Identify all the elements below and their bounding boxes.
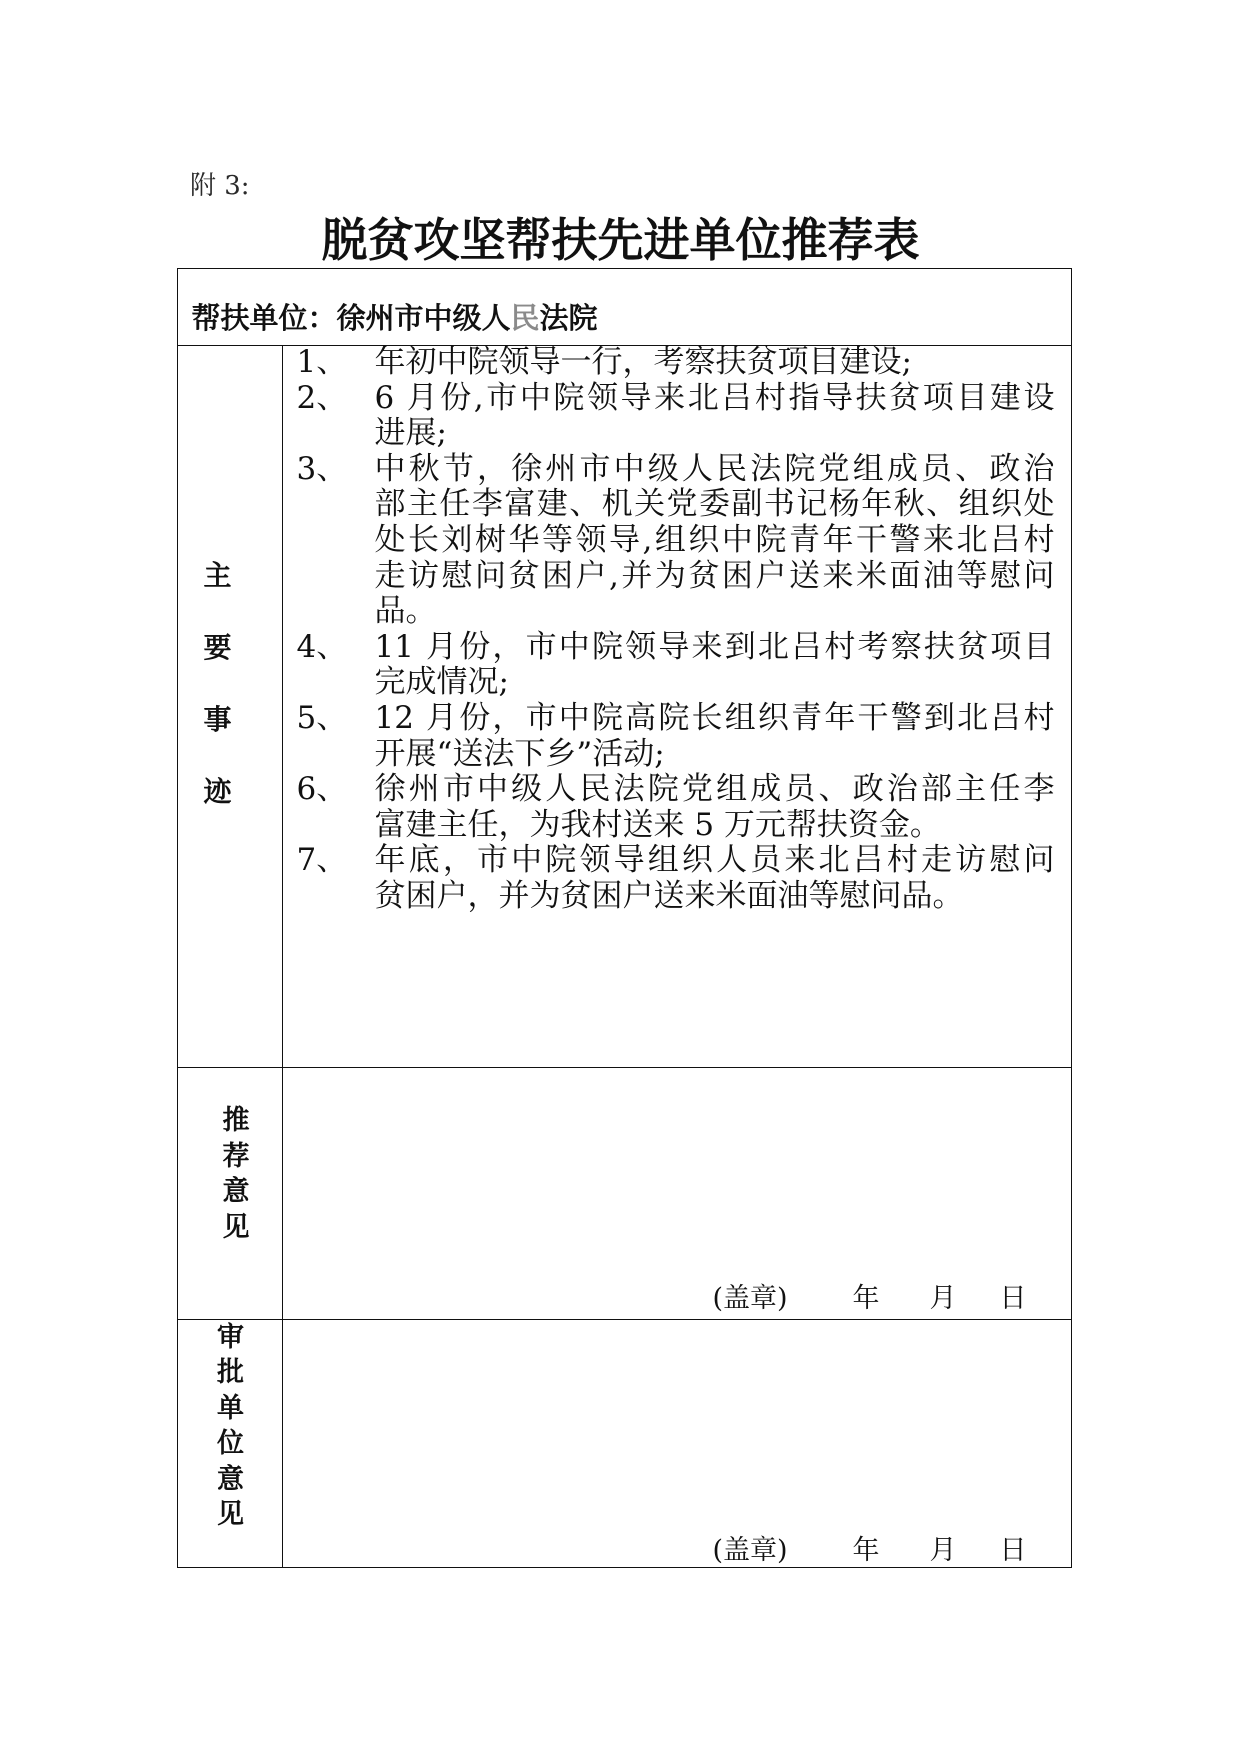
deed-item-text (375, 381, 1055, 452)
deed-item-number: 4、 (296, 628, 348, 665)
date-day-label: 日 (999, 1535, 1027, 1566)
deed-text-line: 12 月份，市中院高院长组织青年干警到北吕村 (374, 699, 1055, 736)
label-char: 审 (217, 1322, 244, 1353)
deed-item (297, 452, 1055, 630)
approval-opinion-label (217, 1320, 244, 1532)
label-char: 批 (217, 1357, 244, 1389)
deed-item-number: 6、 (296, 771, 348, 808)
label-char: 推 (222, 1105, 250, 1136)
deed-item-number: 1、 (296, 344, 348, 380)
main-deeds-row (178, 345, 1071, 1067)
deeds-list (297, 345, 1055, 915)
assisting-unit-row (178, 269, 1071, 345)
approval-label-cell (178, 1320, 283, 1567)
recommendation-opinion-field (283, 1068, 1071, 1319)
seal-placeholder: (盖章) (712, 1535, 788, 1566)
deed-text-line: 处长刘树华等领导,组织中院青年干警来北吕村 (374, 521, 1055, 558)
label-char: 主 (203, 559, 232, 592)
date-year-label: 年 (852, 1535, 880, 1566)
date-month-label: 月 (929, 1535, 957, 1566)
deed-text-line: 进展; (374, 415, 447, 452)
label-char: 迹 (203, 775, 232, 808)
unit-name-segment: 法院 (539, 301, 598, 335)
deed-item-number: 7、 (296, 842, 348, 879)
approval-opinion-row (178, 1319, 1071, 1567)
unit-name-segment: 徐州市中级人 (336, 301, 511, 335)
date-day-label: 日 (999, 1283, 1027, 1314)
deed-item-number: 5、 (296, 699, 348, 736)
deed-item (297, 772, 1055, 843)
deed-text-line: 富建主任，为我村送来 5 万元帮扶资金。 (374, 806, 941, 843)
deed-text-line: 中秋节，徐州市中级人民法院党组成员、政治 (374, 450, 1055, 487)
recommendation-label-cell (178, 1068, 283, 1319)
deed-text-line: 完成情况; (374, 664, 509, 701)
unit-name-highlighted-char: 民 (510, 301, 540, 335)
label-char: 意 (217, 1463, 244, 1495)
deed-item (297, 701, 1055, 772)
deed-text-line: 年底，市中院领导组织人员来北吕村走访慰问 (374, 842, 1055, 879)
seal-placeholder: (盖章) (712, 1283, 788, 1314)
label-char: 见 (222, 1211, 250, 1243)
date-month-label: 月 (929, 1283, 957, 1314)
form-title: 脱贫攻坚帮扶先进单位推荐表 (321, 213, 920, 267)
deed-text-line: 11 月份，市中院领导来到北吕村考察扶贫项目 (374, 628, 1055, 665)
deed-item-text (375, 345, 1055, 381)
label-char: 荐 (222, 1140, 250, 1172)
recommendation-form-table (177, 268, 1072, 1568)
deed-item (297, 843, 1055, 914)
deed-item-text (375, 630, 1055, 701)
assisting-unit-label: 帮扶单位： (191, 301, 337, 335)
assisting-unit-field (192, 301, 598, 335)
deed-item (297, 630, 1055, 701)
deed-text-line: 徐州市中级人民法院党组成员、政治部主任李 (374, 771, 1055, 808)
deed-text-line: 贫困户，并为贫困户送来米面油等慰问品。 (374, 877, 964, 914)
main-deeds-label-cell (178, 346, 283, 1067)
assisting-unit-name (337, 301, 598, 335)
deed-item (297, 381, 1055, 452)
deed-text-line: 年初中院领导一行，考察扶贫项目建设; (374, 344, 912, 380)
date-year-label: 年 (852, 1283, 880, 1314)
deed-item-number: 3、 (296, 450, 348, 487)
deed-text-line: 走访慰问贫困户,并为贫困户送来米面油等慰问 (374, 557, 1055, 594)
label-char: 见 (217, 1498, 244, 1530)
label-char: 事 (203, 703, 232, 736)
deed-item (297, 345, 1055, 381)
deed-item-text (375, 843, 1055, 914)
label-char: 单 (217, 1392, 244, 1424)
recommendation-opinion-label (223, 1103, 250, 1245)
deed-text-line: 品。 (374, 593, 437, 630)
approval-opinion-field (283, 1320, 1071, 1567)
recommendation-opinion-row (178, 1067, 1071, 1319)
deed-item-text (375, 701, 1055, 772)
label-char: 位 (217, 1428, 244, 1460)
label-char: 要 (203, 631, 232, 664)
deed-item-text (375, 452, 1055, 630)
deed-text-line: 部主任李富建、机关党委副书记杨年秋、组织处 (374, 486, 1055, 523)
deed-text-line: 6 月份,市中院领导来北吕村指导扶贫项目建设 (374, 379, 1055, 416)
label-char: 意 (222, 1176, 250, 1208)
deed-item-text (375, 772, 1055, 843)
main-deeds-content-cell (283, 346, 1071, 1067)
main-deeds-label (203, 559, 232, 808)
deed-text-line: 开展“送法下乡”活动; (374, 735, 665, 772)
deed-item-number: 2、 (296, 379, 348, 416)
attachment-label: 附 3: (190, 171, 250, 201)
